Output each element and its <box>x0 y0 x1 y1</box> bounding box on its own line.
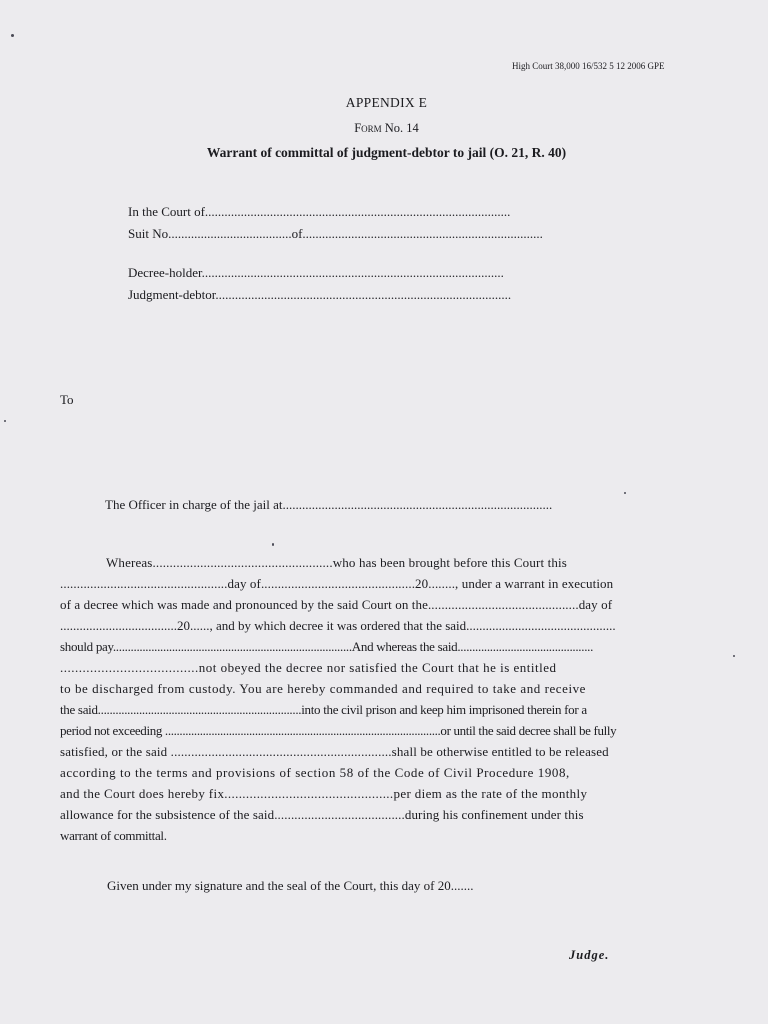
body-line: the said.....................................................................into the civil prison and keep him imprisoned therein for a <box>60 702 587 717</box>
officer-in-charge-line: The Officer in charge of the jail at................................................................................... <box>105 497 553 512</box>
form-number <box>0 121 768 136</box>
body-line: should pay.................................................................................And whereas the said.............................................. <box>60 639 594 654</box>
body-line: according to the terms and provisions of section 58 of the Code of Civil Procedure 1908, <box>60 765 570 780</box>
form-title: Warrant of committal of judgment-debtor to jail (O. 21, R. 40) <box>206 145 567 160</box>
body-line: warrant of committal. <box>60 828 167 843</box>
paper-speck <box>272 543 274 546</box>
decree-holder-field: Decree-holder............................................................................................. <box>128 265 504 280</box>
paper-speck <box>4 420 6 422</box>
to-label: To <box>60 392 74 407</box>
form-number-value: No. 14 <box>384 121 419 135</box>
body-line: allowance for the subsistence of the said.......................................during his confinement under this <box>60 807 584 822</box>
given-under-signature-line: Given under my signature and the seal of the Court, this day of 20....... <box>107 878 474 893</box>
paper-speck <box>733 655 735 657</box>
court-field: In the Court of.............................................................................................. <box>128 204 511 219</box>
body-line: ..................................................day of..............................................20........, under a warrant in execution <box>60 576 614 591</box>
judge-signature-label: Judge. <box>569 948 610 962</box>
suit-number-field: Suit No......................................of.......................................................................... <box>128 226 543 241</box>
body-line: and the Court does hereby fix...............................................per diem as the rate of the monthly <box>60 786 588 801</box>
judgment-debtor-field: Judgment-debtor........................................................................................... <box>128 287 512 302</box>
print-code: High Court 38,000 16/532 5 12 2006 GPE <box>512 61 665 71</box>
body-line: Whereas.....................................................who has been brought before this Court this <box>106 555 567 570</box>
body-line: ....................................20......, and by which decree it was ordered that the said.............................................. <box>60 618 616 633</box>
body-line: .....................................not obeyed the decree nor satisfied the Court that he is entitled <box>60 660 557 675</box>
body-line: satisfied, or the said .................................................................shall be otherwise entitled to be released <box>60 744 609 759</box>
appendix-heading: APPENDIX E <box>345 95 428 110</box>
body-line: period not exceeding ...............................................................................................or until the said decree shall be fully <box>60 723 617 738</box>
body-line: of a decree which was made and pronounced by the said Court on the.............................................day of <box>60 597 613 612</box>
paper-speck <box>624 492 626 494</box>
paper-speck <box>11 34 14 37</box>
form-prefix: Form <box>354 121 382 135</box>
body-line: to be discharged from custody. You are hereby commanded and required to take and receive <box>60 681 586 696</box>
